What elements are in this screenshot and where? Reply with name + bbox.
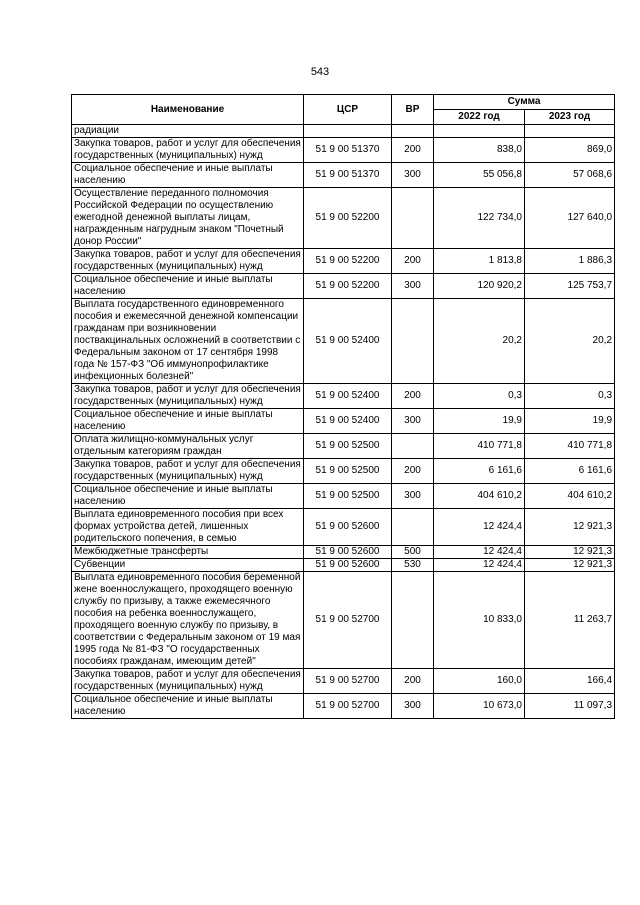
cell-csr: 51 9 00 52200	[304, 249, 392, 274]
cell-vr: 300	[392, 274, 434, 299]
cell-v2023: 166,4	[525, 669, 615, 694]
cell-v2023: 11 097,3	[525, 694, 615, 719]
table-row	[72, 484, 615, 509]
cell-v2023: 1 886,3	[525, 249, 615, 274]
cell-name: Социальное обеспечение и иные выплаты населению	[72, 163, 304, 188]
cell-vr: 200	[392, 138, 434, 163]
cell-v2022: 160,0	[434, 669, 525, 694]
table-row	[72, 409, 615, 434]
cell-v2022: 1 813,8	[434, 249, 525, 274]
cell-vr: 200	[392, 384, 434, 409]
cell-name: Закупка товаров, работ и услуг для обеспечения государственных (муниципальных) нужд	[72, 138, 304, 163]
cell-v2022: 55 056,8	[434, 163, 525, 188]
cell-csr: 51 9 00 52500	[304, 459, 392, 484]
cell-v2022: 12 424,4	[434, 509, 525, 546]
cell-name: радиации	[72, 125, 304, 138]
cell-name: Закупка товаров, работ и услуг для обеспечения государственных (муниципальных) нужд	[72, 384, 304, 409]
table-row	[72, 459, 615, 484]
cell-v2022: 838,0	[434, 138, 525, 163]
table-row	[72, 299, 615, 384]
cell-v2023: 0,3	[525, 384, 615, 409]
cell-vr	[392, 509, 434, 546]
cell-v2022: 19,9	[434, 409, 525, 434]
cell-v2023: 19,9	[525, 409, 615, 434]
table-row	[72, 572, 615, 669]
cell-v2022: 122 734,0	[434, 188, 525, 249]
cell-name: Межбюджетные трансферты	[72, 546, 304, 559]
cell-csr: 51 9 00 52400	[304, 299, 392, 384]
cell-csr: 51 9 00 52600	[304, 559, 392, 572]
cell-v2023	[525, 125, 615, 138]
cell-csr: 51 9 00 52600	[304, 509, 392, 546]
budget-table	[71, 94, 615, 719]
cell-v2022: 12 424,4	[434, 546, 525, 559]
table-row	[72, 384, 615, 409]
table-row	[72, 669, 615, 694]
cell-vr	[392, 188, 434, 249]
cell-v2023: 410 771,8	[525, 434, 615, 459]
table-row	[72, 274, 615, 299]
cell-v2023: 6 161,6	[525, 459, 615, 484]
cell-v2023: 12 921,3	[525, 559, 615, 572]
cell-name: Выплата государственного единовременного пособия и ежемесячной денежной компенсации гражданам при возникновении поствакцинальных осложнений в соответствии с Федеральным законом от 17 сентября 1998 года № 157-ФЗ "Об иммунопрофилактике инфекционных болезней"	[72, 299, 304, 384]
cell-csr: 51 9 00 52400	[304, 409, 392, 434]
cell-vr	[392, 125, 434, 138]
table-row	[72, 546, 615, 559]
cell-v2022: 6 161,6	[434, 459, 525, 484]
page-number: 543	[310, 66, 330, 78]
cell-name: Социальное обеспечение и иные выплаты населению	[72, 484, 304, 509]
cell-v2023: 57 068,6	[525, 163, 615, 188]
cell-vr: 300	[392, 163, 434, 188]
cell-v2022: 12 424,4	[434, 559, 525, 572]
cell-csr: 51 9 00 52400	[304, 384, 392, 409]
table-row	[72, 694, 615, 719]
cell-name: Социальное обеспечение и иные выплаты населению	[72, 274, 304, 299]
cell-name: Субвенции	[72, 559, 304, 572]
cell-csr: 51 9 00 52200	[304, 188, 392, 249]
cell-csr: 51 9 00 52500	[304, 484, 392, 509]
cell-csr: 51 9 00 52500	[304, 434, 392, 459]
header-vr: ВР	[392, 95, 434, 125]
cell-vr: 200	[392, 669, 434, 694]
cell-csr: 51 9 00 52700	[304, 572, 392, 669]
cell-v2022: 20,2	[434, 299, 525, 384]
table-row	[72, 509, 615, 546]
table-row	[72, 434, 615, 459]
table-row	[72, 559, 615, 572]
cell-v2022: 0,3	[434, 384, 525, 409]
cell-v2022: 410 771,8	[434, 434, 525, 459]
cell-v2022: 404 610,2	[434, 484, 525, 509]
cell-vr: 500	[392, 546, 434, 559]
cell-name: Выплата единовременного пособия при всех формах устройства детей, лишенных родительского попечения, в семью	[72, 509, 304, 546]
table-header	[72, 95, 615, 125]
table-row	[72, 249, 615, 274]
cell-name: Оплата жилищно-коммунальных услуг отдельным категориям граждан	[72, 434, 304, 459]
cell-name: Социальное обеспечение и иные выплаты населению	[72, 409, 304, 434]
cell-csr: 51 9 00 52600	[304, 546, 392, 559]
cell-vr	[392, 299, 434, 384]
cell-v2023: 404 610,2	[525, 484, 615, 509]
header-csr: ЦСР	[304, 95, 392, 125]
cell-v2022	[434, 125, 525, 138]
cell-vr: 300	[392, 409, 434, 434]
cell-v2023: 11 263,7	[525, 572, 615, 669]
cell-name: Закупка товаров, работ и услуг для обеспечения государственных (муниципальных) нужд	[72, 249, 304, 274]
cell-v2023: 127 640,0	[525, 188, 615, 249]
cell-vr: 530	[392, 559, 434, 572]
table-row	[72, 163, 615, 188]
cell-vr: 200	[392, 459, 434, 484]
table-row	[72, 138, 615, 163]
cell-csr: 51 9 00 51370	[304, 138, 392, 163]
table-row	[72, 188, 615, 249]
header-sum: Сумма	[434, 95, 615, 110]
cell-vr: 300	[392, 484, 434, 509]
cell-vr	[392, 434, 434, 459]
cell-vr	[392, 572, 434, 669]
cell-name: Закупка товаров, работ и услуг для обеспечения государственных (муниципальных) нужд	[72, 669, 304, 694]
cell-vr: 300	[392, 694, 434, 719]
header-name: Наименование	[72, 95, 304, 125]
cell-name: Закупка товаров, работ и услуг для обеспечения государственных (муниципальных) нужд	[72, 459, 304, 484]
cell-csr: 51 9 00 51370	[304, 163, 392, 188]
cell-name: Осуществление переданного полномочия Российской Федерации по осуществлению ежегодной денежной выплаты лицам, награжденным нагрудным знаком "Почетный донор России"	[72, 188, 304, 249]
cell-v2022: 10 833,0	[434, 572, 525, 669]
cell-csr	[304, 125, 392, 138]
cell-v2022: 120 920,2	[434, 274, 525, 299]
cell-csr: 51 9 00 52700	[304, 669, 392, 694]
cell-v2023: 12 921,3	[525, 546, 615, 559]
cell-v2022: 10 673,0	[434, 694, 525, 719]
cell-v2023: 12 921,3	[525, 509, 615, 546]
table-row	[72, 125, 615, 138]
cell-v2023: 869,0	[525, 138, 615, 163]
cell-csr: 51 9 00 52200	[304, 274, 392, 299]
table-body	[72, 125, 615, 719]
cell-csr: 51 9 00 52700	[304, 694, 392, 719]
cell-name: Социальное обеспечение и иные выплаты населению	[72, 694, 304, 719]
cell-name: Выплата единовременного пособия беременной жене военнослужащего, проходящего военную службу по призыву, а также ежемесячного пособия на ребенка военнослужащего, проходящего военную службу по призыву, в соответствии с Федеральным законом от 19 мая 1995 года № 81-ФЗ "О государственных пособиях гражданам, имеющим детей"	[72, 572, 304, 669]
header-2022: 2022 год	[434, 110, 525, 125]
cell-vr: 200	[392, 249, 434, 274]
header-2023: 2023 год	[525, 110, 615, 125]
cell-v2023: 125 753,7	[525, 274, 615, 299]
cell-v2023: 20,2	[525, 299, 615, 384]
